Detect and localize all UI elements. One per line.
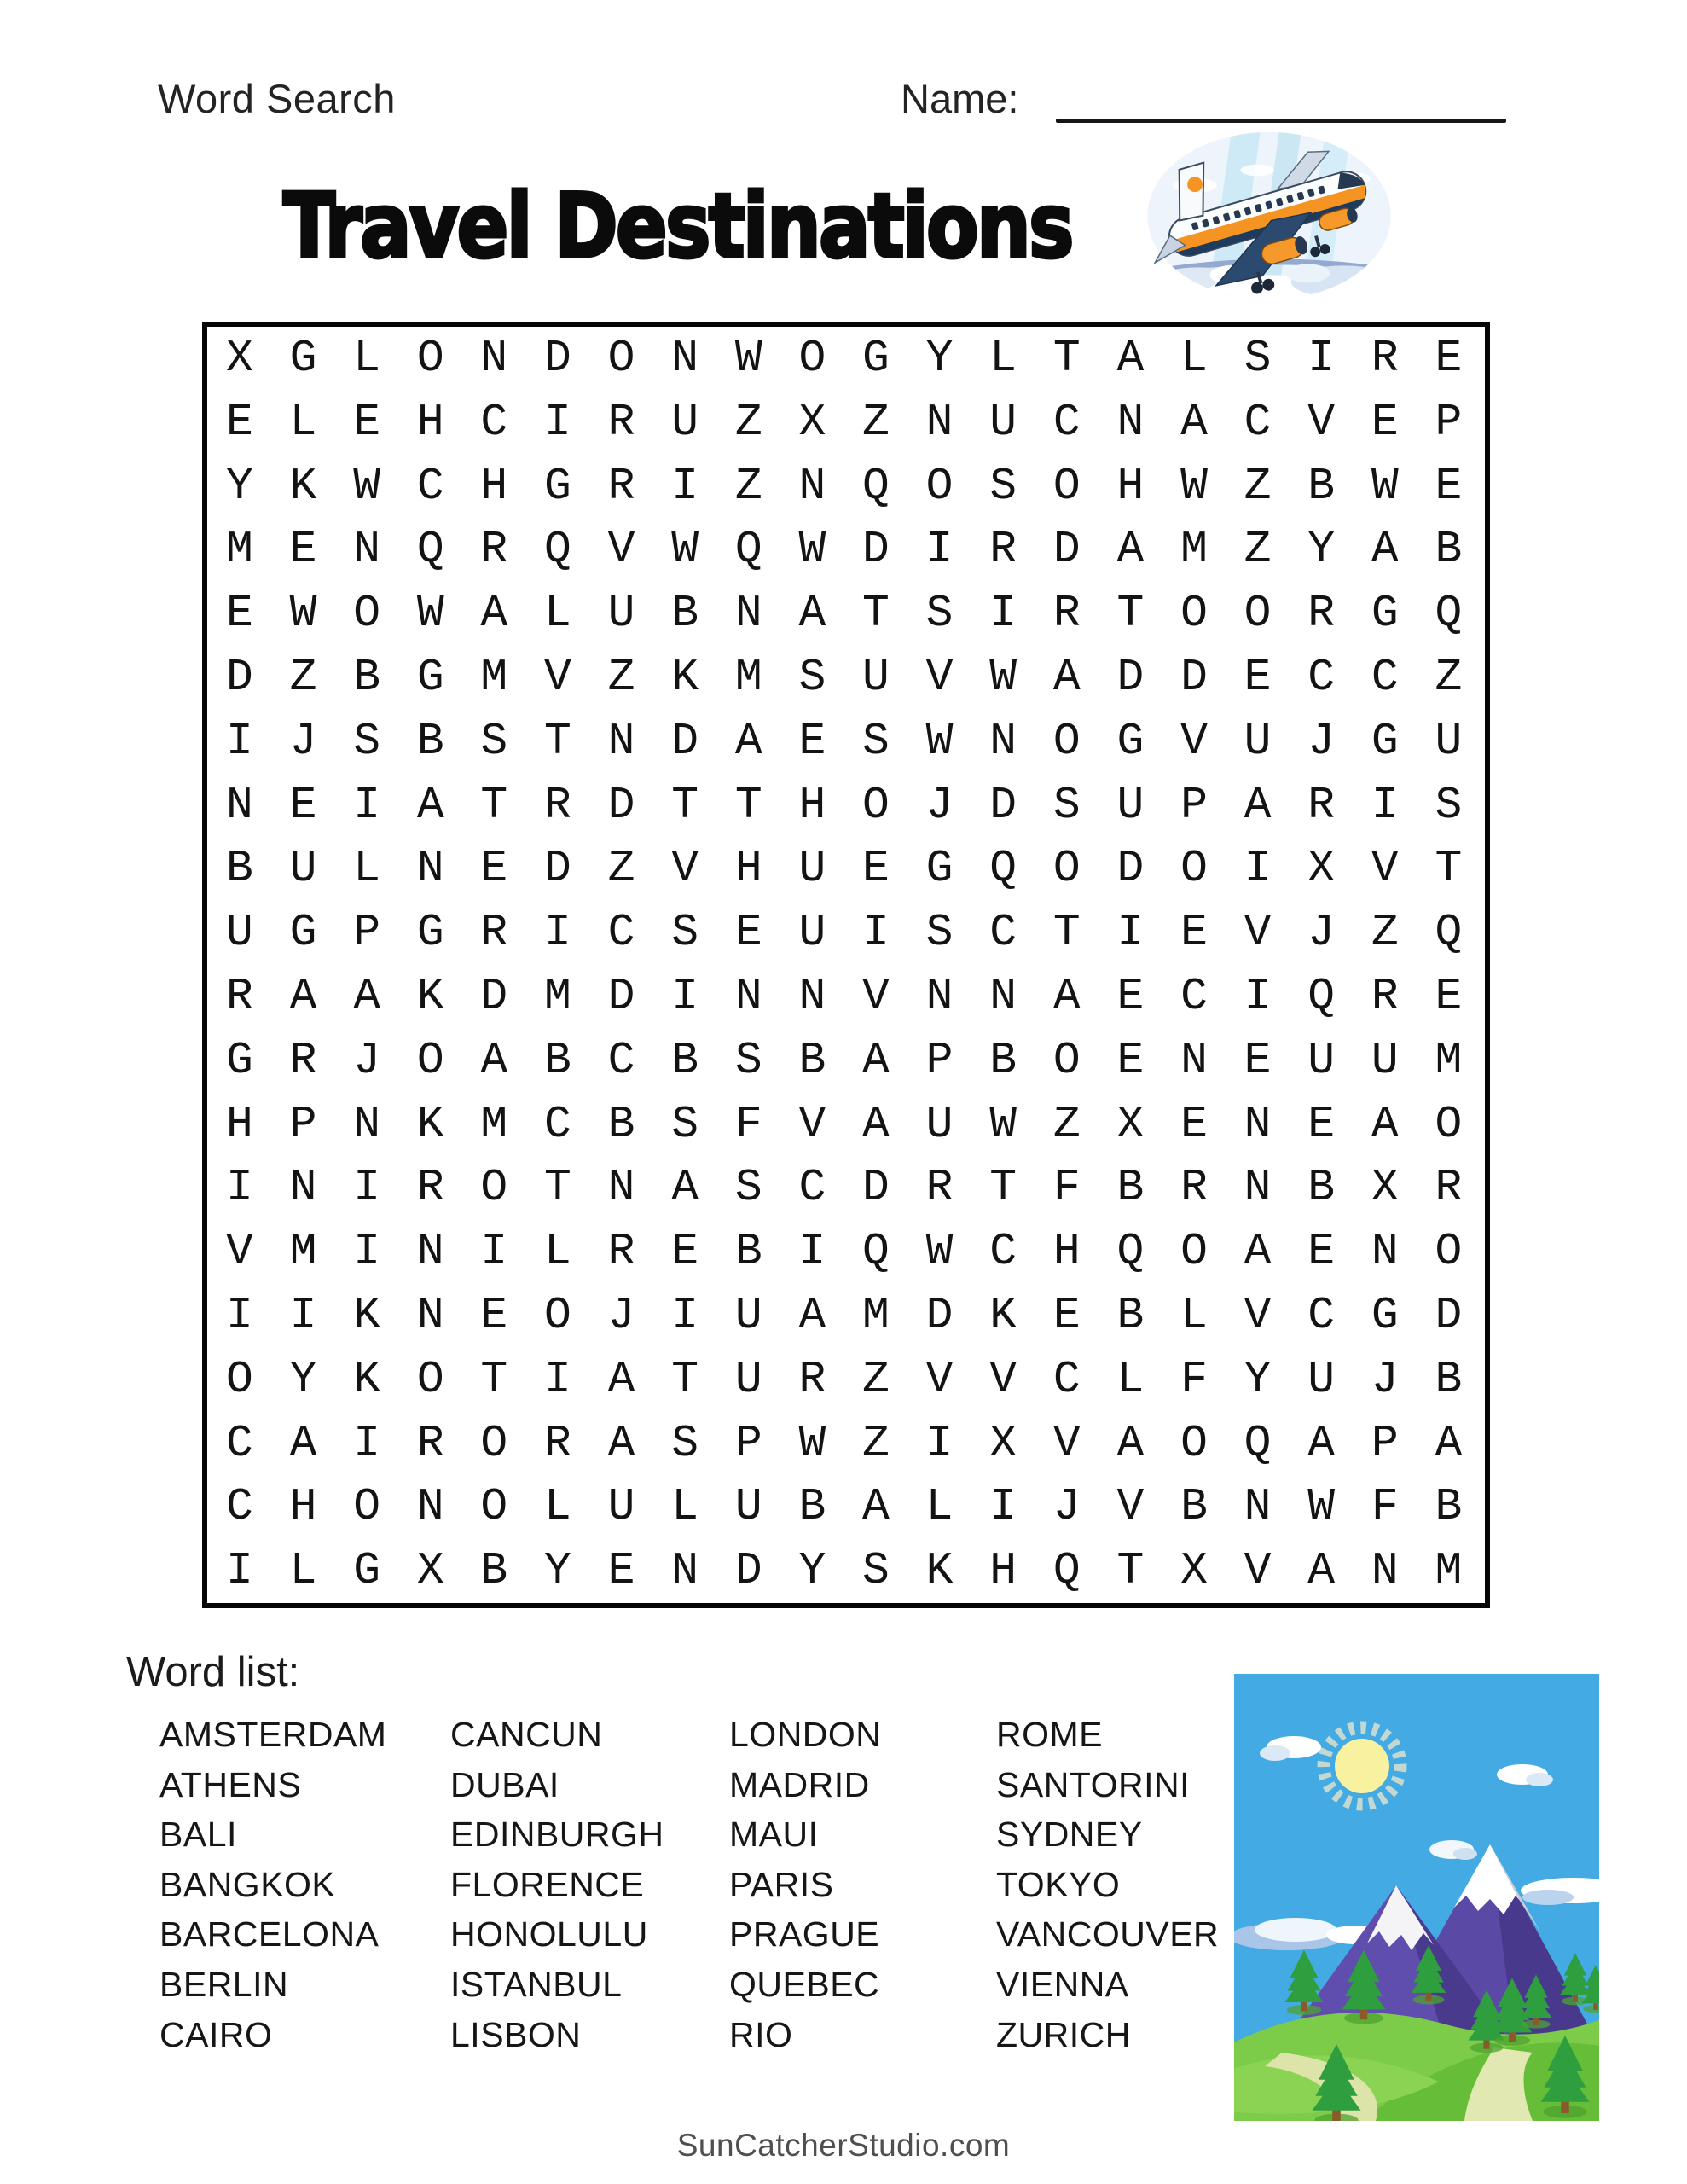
word-list-item: HONOLULU <box>450 1914 648 1955</box>
word-list-item: RIO <box>729 2014 793 2054</box>
word-list-item: MADRID <box>729 1764 870 1804</box>
footer-credit: SunCatcherStudio.com <box>676 2128 1011 2163</box>
word-list-item: FLORENCE <box>450 1864 645 1904</box>
word-list-item: BANGKOK <box>159 1864 336 1904</box>
word-list-column-4 <box>996 1710 1219 2059</box>
word-search-grid <box>202 322 1499 1608</box>
word-list-column-3 <box>729 1710 881 2059</box>
word-list-item: ISTANBUL <box>450 1964 623 2004</box>
grid-row: EWOWALUBNATSIRTOORGQ <box>226 588 1499 640</box>
grid-row: YKWCHGRIZNQOSOHWZBWE <box>226 460 1499 512</box>
word-list-item: CAIRO <box>159 2014 273 2054</box>
word-list-column-2 <box>450 1710 664 2059</box>
word-list-item: BERLIN <box>159 1964 289 2004</box>
word-list-item: DUBAI <box>450 1764 559 1804</box>
grid-row: CHONOLULUBALIJVBNWFB <box>226 1481 1499 1533</box>
word-list-item: LONDON <box>729 1715 882 1754</box>
grid-row: IJSBSTNDAESWNOGVUJGU <box>226 715 1499 767</box>
name-blank-line <box>1056 119 1506 123</box>
word-list-item: LISBON <box>450 2014 582 2054</box>
word-list-item: ROME <box>996 1715 1103 1754</box>
grid-row: GRJOABCBSBAPBOENEUUM <box>226 1034 1499 1086</box>
grid-row: BULNEDZVHUEGQODOIXVT <box>226 843 1499 895</box>
word-list-item: SANTORINI <box>996 1764 1190 1804</box>
word-list-item: TOKYO <box>996 1864 1121 1904</box>
word-list-item: VIENNA <box>996 1964 1129 2004</box>
airplane-icon <box>1140 126 1398 304</box>
grid-row: NEIATRDTTHOJDSUPARIS <box>226 779 1499 831</box>
grid-row: ELEHCIRUZXZNUCNACVEP <box>226 396 1499 448</box>
grid-row: RAAKDMDINNVNNAECIQRE <box>226 970 1499 1022</box>
puzzle-title: Travel Destinations <box>283 174 1072 278</box>
grid-row: IIKNEOJIUAMDKEBLVCGD <box>226 1289 1499 1341</box>
word-list-item: EDINBURGH <box>450 1815 664 1855</box>
grid-row: VMINILREBIQWCHQOAENO <box>226 1226 1499 1278</box>
grid-row: HPNKMCBSFVAUWZXENEAO <box>226 1098 1499 1150</box>
worksheet-type-label: Word Search <box>158 76 396 121</box>
word-list-item: VANCOUVER <box>996 1914 1220 1955</box>
word-list-heading: Word list: <box>126 1649 300 1695</box>
grid-row: ILGXBYENDYSKHQTXVANM <box>226 1545 1499 1597</box>
word-list-item: MAUI <box>729 1815 819 1855</box>
word-list-item: SYDNEY <box>996 1815 1143 1855</box>
grid-row: UGPGRICSEUISCTIEVJZQ <box>226 907 1499 959</box>
grid-row: XGLONDONWOGYLTALSIRE <box>226 333 1499 384</box>
grid-row: DZBGMVZKMSUVWADDECCZ <box>226 651 1499 703</box>
word-list-item: PARIS <box>729 1864 834 1904</box>
word-list-item: BALI <box>159 1815 237 1855</box>
word-list-column-1 <box>159 1710 386 2059</box>
word-list-item: AMSTERDAM <box>159 1715 387 1754</box>
grid-row: OYKOTIATURZVVCLFYUJB <box>226 1353 1499 1405</box>
grid-row: MENQRQVWQWDIRDAMZYAB <box>226 524 1499 576</box>
word-list-item: QUEBEC <box>729 1964 880 2004</box>
word-list-item: BARCELONA <box>159 1914 380 1955</box>
word-list-item: ZURICH <box>996 2014 1131 2054</box>
grid-row: INIROTNASCDRTFBRNBXR <box>226 1162 1499 1214</box>
mountain-landscape-icon <box>1234 1674 1599 2121</box>
word-list-item: ATHENS <box>159 1764 302 1804</box>
name-label: Name: <box>901 76 1019 121</box>
word-list-item: CANCUN <box>450 1715 603 1754</box>
word-list-item: PRAGUE <box>729 1914 880 1955</box>
grid-row: CAIRORASPWZIXVAOQAPA <box>226 1417 1499 1469</box>
